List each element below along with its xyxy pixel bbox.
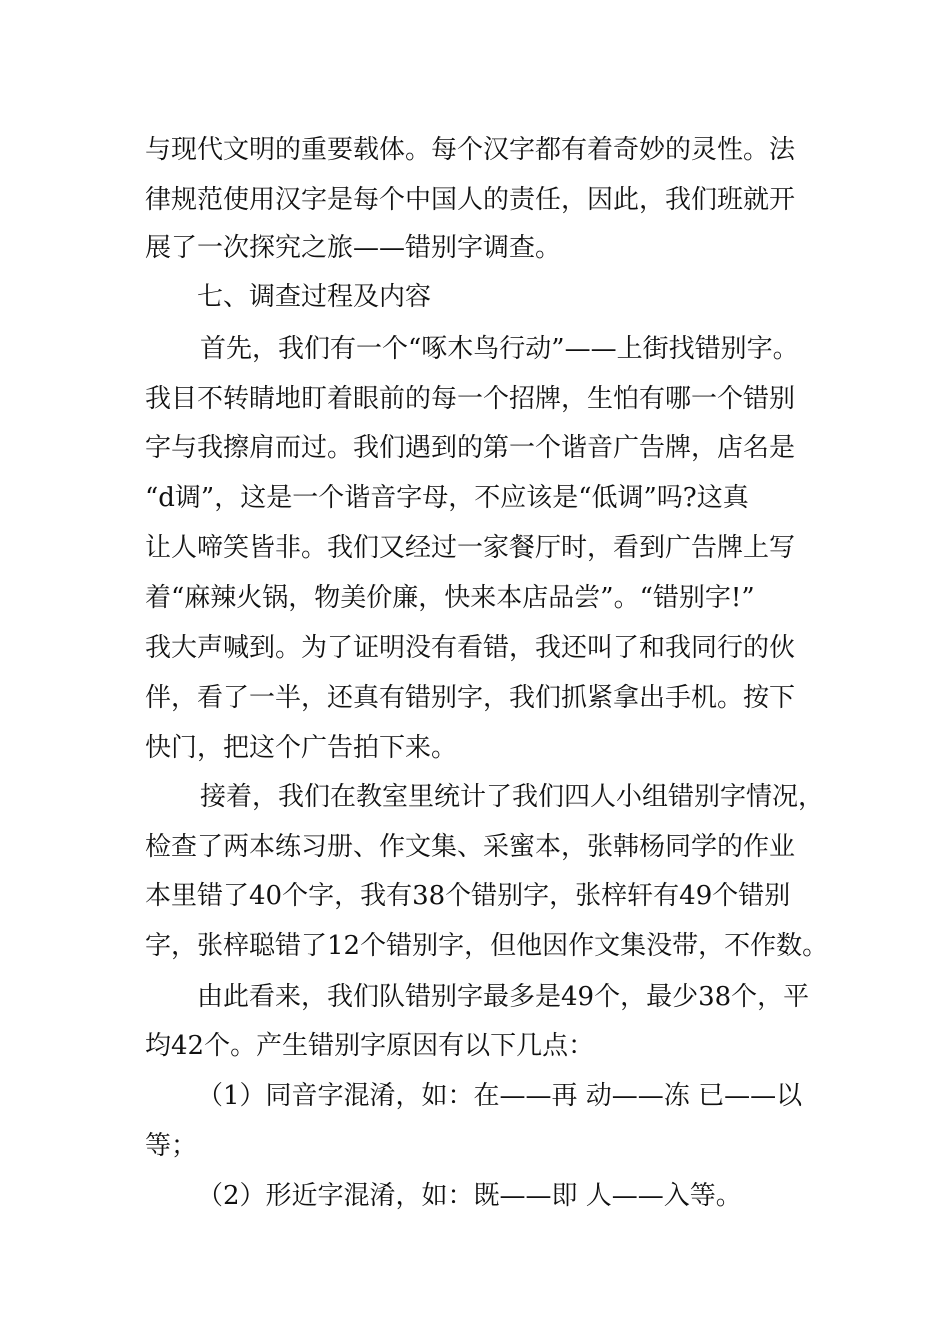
text-line: 让人啼笑皆非。我们又经过一家餐厅时，看到广告牌上写 xyxy=(145,533,796,563)
text-line: 由此看来，我们队错别字最多是49个，最少38个，平 xyxy=(197,982,810,1012)
text-line: 首先，我们有一个“啄木鸟行动”——上街找错别字。 xyxy=(200,334,799,364)
text-line: 与现代文明的重要载体。每个汉字都有着奇妙的灵性。法 xyxy=(145,135,796,165)
text-line: 均42个。产生错别字原因有以下几点： xyxy=(145,1031,595,1061)
text-line: 律规范使用汉字是每个中国人的责任，因此，我们班就开 xyxy=(145,185,796,215)
text-line: 我大声喊到。为了证明没有看错，我还叫了和我同行的伙 xyxy=(145,633,796,663)
text-line: “d调”，这是一个谐音字母，不应该是“低调”吗?这真 xyxy=(145,483,749,513)
text-line: 伴，看了一半，还真有错别字，我们抓紧拿出手机。按下 xyxy=(145,683,796,713)
text-line: 展了一次探究之旅——错别字调查。 xyxy=(145,233,562,263)
text-line: 等； xyxy=(145,1131,198,1161)
text-line: 接着，我们在教室里统计了我们四人小组错别字情况， xyxy=(200,782,825,812)
list-item: （2）形近字混淆，如：既——即 人——入等。 xyxy=(197,1181,742,1211)
list-item: （1）同音字混淆，如：在——再 动——冻 已——以 xyxy=(197,1081,803,1111)
text-line: 快门，把这个广告拍下来。 xyxy=(145,733,458,763)
section-heading: 七、调查过程及内容 xyxy=(197,282,432,312)
text-line: 字与我擦肩而过。我们遇到的第一个谐音广告牌，店名是 xyxy=(145,433,796,463)
text-line: 我目不转睛地盯着眼前的每一个招牌，生怕有哪一个错别 xyxy=(145,384,796,414)
text-line: 检查了两本练习册、作文集、采蜜本，张韩杨同学的作业 xyxy=(145,832,796,862)
text-line: 着“麻辣火锅，物美价廉，快来本店品尝”。“错别字!” xyxy=(145,583,755,613)
text-line: 本里错了40个字，我有38个错别字，张梓轩有49个错别 xyxy=(145,881,791,911)
text-line: 字，张梓聪错了12个错别字，但他因作文集没带，不作数。 xyxy=(145,931,829,961)
